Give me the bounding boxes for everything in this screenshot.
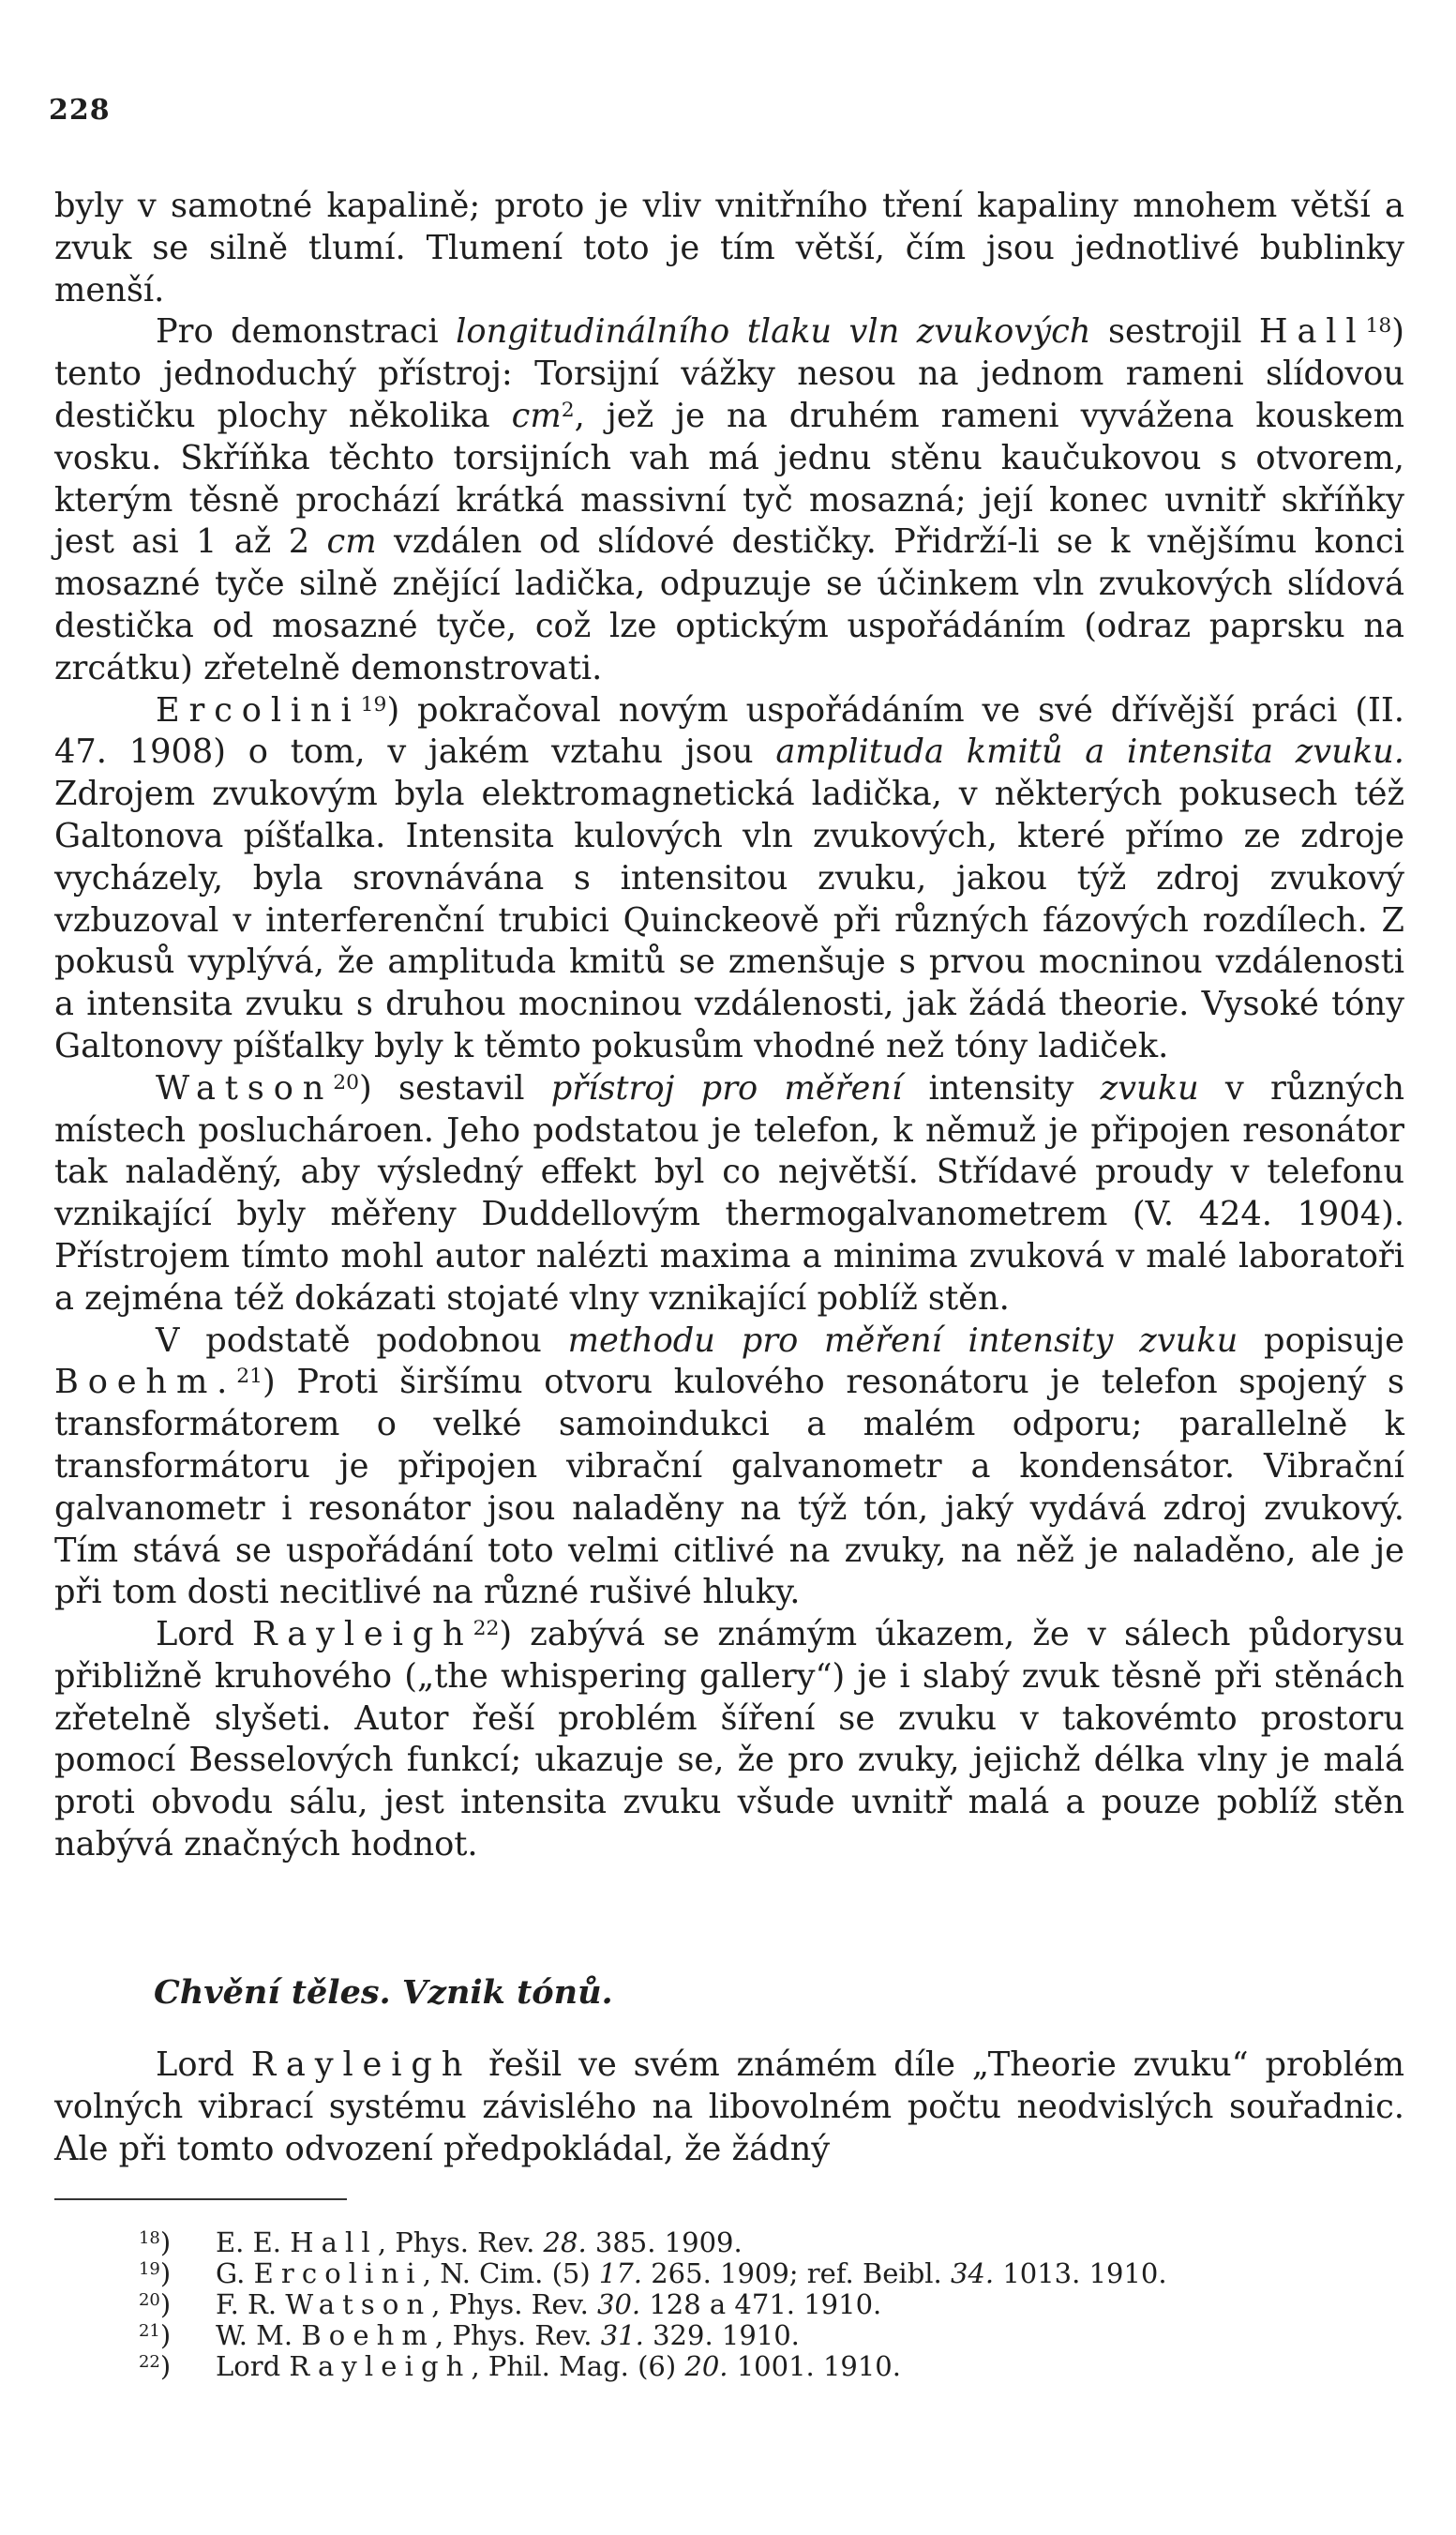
emphasis: cm (511, 396, 562, 435)
text-run: 265. 1909; ref. Beibl. (642, 2257, 951, 2289)
footnote-number: $^{18}$) (139, 2226, 172, 2258)
text-run: E. E. (216, 2226, 291, 2258)
text-run: Lord (156, 2045, 251, 2084)
footnote-number: $^{19}$) (139, 2257, 172, 2289)
spaced-name: Hall (1258, 312, 1366, 352)
footnote-reference: 2 (561, 399, 575, 423)
footnote-reference: 20 (333, 1070, 360, 1094)
emphasis: amplituda kmitů a intensita zvuku. (775, 732, 1404, 772)
spaced-name: Rayleigh (252, 1615, 473, 1654)
footnote-reference: 18 (1365, 314, 1392, 339)
text-run: , N. Cim. (5) (422, 2257, 599, 2289)
footnote-reference: 21 (236, 1365, 263, 1389)
paragraph (54, 186, 1404, 311)
text-run: popisuje (1238, 1320, 1405, 1360)
emphasis: 28. (543, 2226, 587, 2258)
footnote-text (216, 2319, 800, 2351)
text-run: řešil ve svém známém díle „Theorie zvuku“ problém volných vibrací systému závislého na libovolném počtu neodvislých souřadnic. Ale při tomto odvození předpokládal, že žádný (54, 2045, 1404, 2168)
text-run: 1001. 1910. (728, 2350, 901, 2382)
spaced-name: Watson (285, 2288, 432, 2320)
footnote (139, 2289, 1358, 2320)
text-run: V podstatě podobnou (156, 1320, 568, 1360)
emphasis: 30. (597, 2288, 641, 2320)
main-text (54, 186, 1404, 1866)
paragraph (54, 2045, 1404, 2170)
footnote-text (216, 2288, 881, 2320)
spaced-name: Watson (156, 1068, 334, 1108)
spaced-name: Rayleigh (289, 2350, 472, 2382)
footnotes (139, 2227, 1358, 2382)
text-run: 128 a 471. 1910. (640, 2288, 882, 2320)
text-run: byly v samotné kapalině; proto je vliv vnitřního tření kapaliny mnohem větší a zvuk se silně tlumí. Tlumení toto je tím větší, čím jsou jednotlivé bublinky menší. (54, 187, 1404, 309)
text-run: W. M. (216, 2319, 302, 2351)
text-run: ) sestavil (359, 1068, 551, 1108)
footnote-text (216, 2226, 743, 2258)
text-run: v různých místech posluchároen. Jeho podstatou je telefon, k němuž je připojen resonátor tak naladěný, aby výsledný effekt byl co největší. Střídavé proudy v telefonu vznikající byly měřeny Duddellovým thermogalvanometrem (V. 424. 1904). Přístrojem tímto mohl autor nalézti maxima a minima zvuková v malé laboratoři a zejména též dokázati stojaté vlny vznikající poblíž stěn. (54, 1068, 1404, 1318)
emphasis: 34. (950, 2257, 995, 2289)
footnote-text (216, 2350, 901, 2382)
text-run: intensity (902, 1068, 1101, 1108)
text-run: , jež je na druhém rameni vyvážena kouskem vosku. Skříňka těchto torsijních vah má jednu stěnu kaučukovou s otvorem, kterým těsně prochází krátká massivní tyč mosazná; její konec uvnitř skříňky jest asi 1 až 2 (54, 396, 1404, 562)
emphasis: 20. (684, 2350, 728, 2382)
footnote (139, 2227, 1358, 2258)
page-number: 228 (49, 94, 111, 127)
paragraph (54, 1320, 1404, 1615)
footnote-number: $^{21}$) (139, 2319, 172, 2351)
text-run: 1013. 1910. (994, 2257, 1167, 2289)
emphasis: longitudinálního tlaku vln zvukových (456, 312, 1091, 352)
text-run: ) pokračoval novým uspořádáním ve své dřívější práci (II. 47. 1908) o tom, v jakém vztahu jsou (54, 690, 1404, 772)
spaced-name: Hall (290, 2226, 378, 2258)
text-run: , Phil. Mag. (6) (471, 2350, 685, 2382)
paragraph (54, 690, 1404, 1068)
text-run: G. (216, 2257, 254, 2289)
paragraph (54, 1068, 1404, 1320)
footnote-rule (54, 2198, 347, 2200)
text-run: F. R. (216, 2288, 286, 2320)
paragraph (54, 311, 1404, 689)
emphasis: methodu pro měření intensity zvuku (567, 1320, 1238, 1360)
footnote-number: $^{22}$) (139, 2350, 172, 2382)
text-run: , Phys. Rev. (435, 2319, 601, 2351)
footnote (139, 2351, 1358, 2382)
paragraph (54, 1614, 1404, 1866)
section-heading: Chvění těles. Vznik tónů. (154, 1973, 613, 2012)
text-run: 385. 1909. (586, 2226, 743, 2258)
text-run: Lord (156, 1615, 253, 1654)
footnote (139, 2258, 1358, 2289)
spaced-name: Rayleigh (250, 2045, 473, 2084)
spaced-name: Boehm. (54, 1363, 237, 1402)
emphasis: přístroj pro měření (550, 1068, 903, 1108)
text-run: sestrojil (1090, 312, 1259, 352)
text-run: ) Proti širšímu otvoru kulového resonátoru je telefon spojený s transformátorem o velké samoindukci a malém odporu; parallelně k transformátoru je připojen vibrační galvanometr a kondensátor. Vibrační galvanometr i resonátor jsou naladěny na týž tón, jaký vydává zdroj zvukový. Tím stává se uspořádání toto velmi citlivé na zvuky, na něž je naladěno, ale je při tom dosti necitlivé na různé rušivé hluky. (54, 1363, 1404, 1612)
text-run: Pro demonstraci (156, 312, 457, 352)
text-run: ) tento jednoduchý přístroj: Torsijní vážky nesou na jednom rameni slídovou destičku plochy několika (54, 312, 1405, 435)
footnote-text (216, 2257, 1167, 2289)
text-run: ) zabývá se známým úkazem, že v sálech půdorysu přibližně kruhového („the whispering gallery“) je i slabý zvuk těsně při stěnách zřetelně slyšeti. Autor řeší problém šíření se zvuku v takovémto prostoru pomocí Besselových funkcí; ukazuje se, že pro zvuky, jejichž délka vlny je malá proti obvodu sálu, jest intensita zvuku všude uvnitř malá a pouze poblíž stěn nabývá značných hodnot. (54, 1615, 1404, 1864)
spaced-name: Ercolini (156, 690, 361, 730)
footnote-reference: 22 (473, 1617, 500, 1641)
emphasis: zvuku (1100, 1068, 1199, 1108)
section-text (54, 2045, 1404, 2170)
footnote-reference: 19 (360, 692, 387, 717)
text-run: , Phys. Rev. (377, 2226, 544, 2258)
footnote (139, 2320, 1358, 2351)
emphasis: 17. (598, 2257, 642, 2289)
emphasis: cm (326, 522, 377, 562)
text-run: vzdálen od slídové destičky. Přidrží-li se k vnějšímu konci mosazné tyče silně znějící ladička, odpuzuje se účinkem vln zvukových slídová destička od mosazné tyče, což lze optickým uspořádáním (odraz paprsku na zrcátku) zřetelně demonstrovati. (54, 522, 1404, 687)
spaced-name: Boehm (301, 2319, 436, 2351)
spaced-name: Ercolini (253, 2257, 423, 2289)
emphasis: 31. (600, 2319, 644, 2351)
footnote-number: $^{20}$) (139, 2288, 172, 2320)
text-run: Lord (216, 2350, 290, 2382)
text-run: , Phys. Rev. (431, 2288, 598, 2320)
text-run: 329. 1910. (643, 2319, 800, 2351)
text-run: Zdrojem zvukovým byla elektromagnetická ladička, v některých pokusech též Galtonova píšťalka. Intensita kulových vln zvukových, které přímo ze zdroje vycházely, byla srovnávána s intensitou zvuku, jakou týž zdroj zvukový vzbuzoval v interferenční trubici Quinckeově při různých fázových rozdílech. Z pokusů vyplývá, že amplituda kmitů se zmenšuje s prvou mocninou vzdálenosti a intensita zvuku s druhou mocninou vzdálenosti, jak žádá theorie. Vysoké tóny Galtonovy píšťalky byly k těmto pokusům vhodné než tóny ladiček. (54, 775, 1404, 1065)
